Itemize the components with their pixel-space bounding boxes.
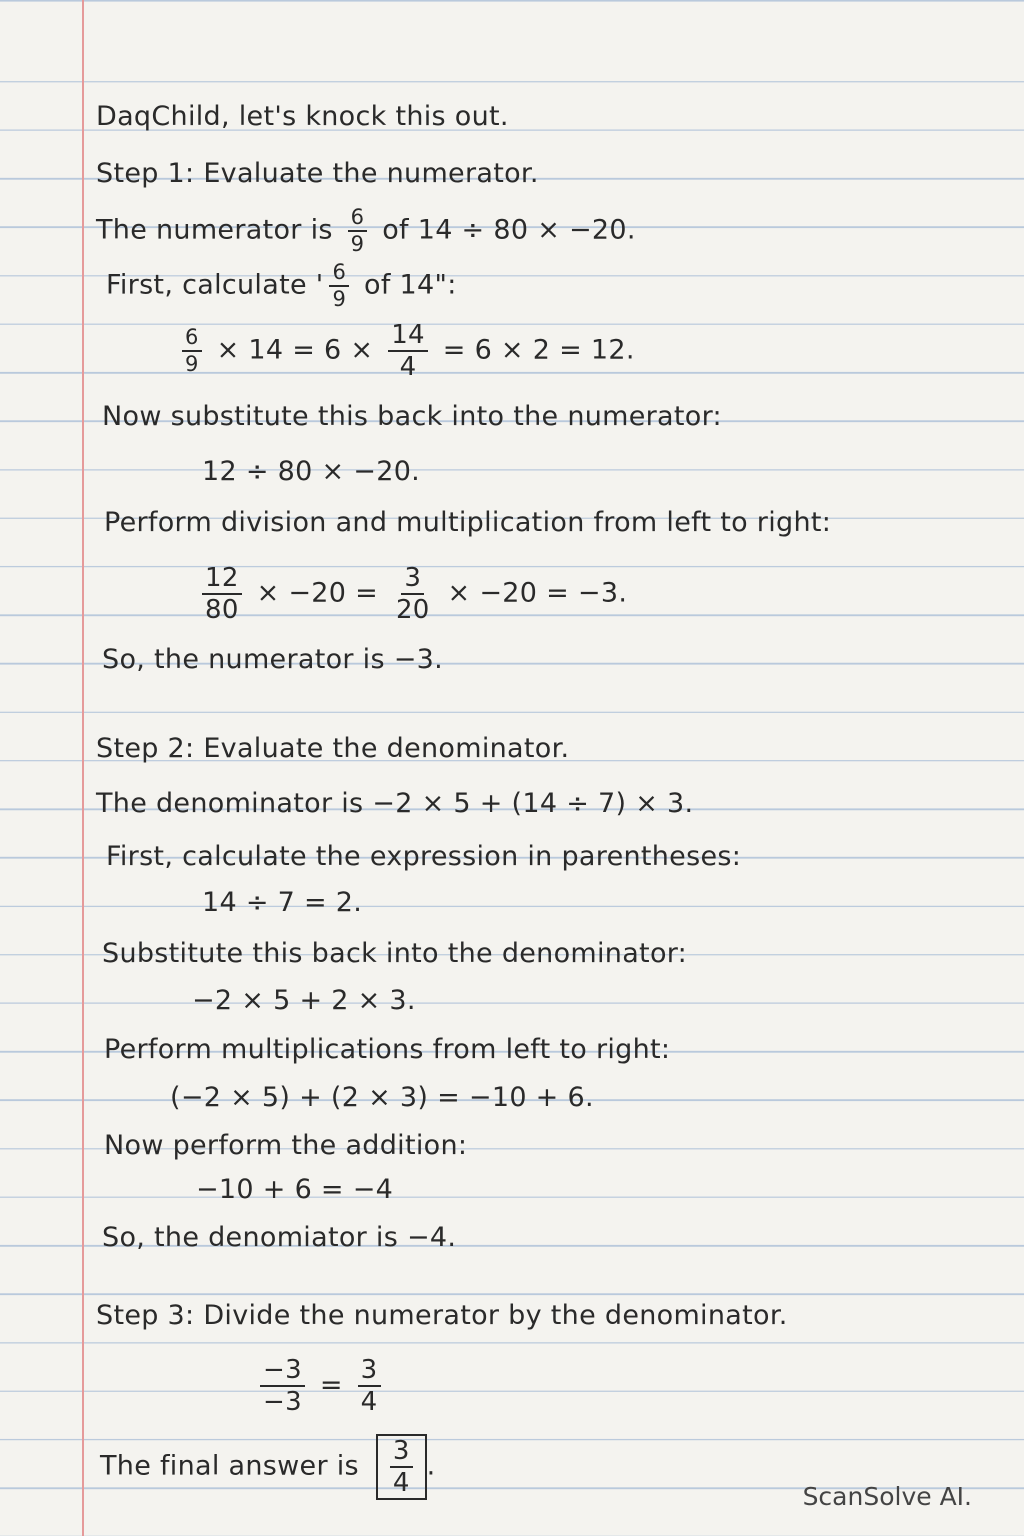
watermark: ScanSolve AI.	[802, 1482, 972, 1511]
fraction-numerator: 6	[182, 327, 202, 352]
step2-heading: Step 2: Evaluate the denominator.	[96, 733, 570, 764]
calc-line-1	[176, 322, 635, 380]
expression-1: 12 ÷ 80 × −20.	[202, 456, 421, 487]
fraction-denominator: 4	[392, 1468, 410, 1498]
fraction-denominator: 9	[350, 232, 365, 256]
first-calculate-text: First, calculate '	[106, 269, 324, 301]
numerator-intro-expr: of 14 ÷ 80 × −20.	[382, 214, 636, 246]
substitute-numerator: Now substitute this back into the numerator:	[102, 401, 722, 432]
fraction-numerator: 14	[388, 322, 428, 352]
numerator-intro-text: The numerator is	[96, 214, 333, 246]
fraction-three-twentieths	[393, 565, 433, 623]
fraction-denominator: 20	[395, 595, 430, 625]
fraction-numerator: 12	[202, 565, 242, 595]
fraction-denominator: 4	[360, 1387, 378, 1417]
multiplication-calc: (−2 × 5) + (2 × 3) = −10 + 6.	[170, 1082, 594, 1113]
perform-multiplications: Perform multiplications from left to right:	[104, 1034, 671, 1065]
first-parentheses: First, calculate the expression in parentheses:	[106, 841, 742, 872]
first-calculate-tail: of 14":	[364, 269, 457, 301]
fraction-numerator: 6	[329, 262, 349, 287]
calc-line-2-a: × −20 =	[256, 577, 379, 609]
fraction-denominator: 80	[205, 595, 239, 625]
denominator-result: So, the denomiator is −4.	[102, 1222, 457, 1253]
margin-line	[82, 0, 84, 1536]
step1-heading: Step 1: Evaluate the numerator.	[96, 158, 539, 189]
fraction-numerator: −3	[260, 1357, 305, 1387]
substitute-denominator: Substitute this back into the denominator:	[102, 938, 688, 969]
answer-box	[376, 1434, 427, 1500]
denominator-intro: The denominator is −2 × 5 + (14 ÷ 7) × 3.	[96, 788, 694, 819]
addition-calc: −10 + 6 = −4	[196, 1174, 394, 1205]
numerator-intro	[96, 207, 636, 255]
fraction-twelve-eightieths	[202, 565, 242, 623]
division-calc	[254, 1357, 387, 1415]
calc-line-2	[196, 565, 627, 623]
fraction-denominator: 4	[399, 352, 417, 382]
fraction-neg3-neg3	[260, 1357, 305, 1415]
calc-line-1-a: × 14 = 6 ×	[216, 334, 374, 366]
step3-heading: Step 3: Divide the numerator by the denominator.	[96, 1300, 788, 1331]
final-answer-text: The final answer is	[100, 1450, 359, 1482]
fraction-numerator: 3	[401, 565, 424, 595]
fraction-denominator: −3	[263, 1387, 302, 1417]
perform-addition: Now perform the addition:	[104, 1130, 468, 1161]
fraction-six-ninths	[182, 327, 202, 375]
fraction-six-ninths	[329, 262, 349, 310]
fraction-denominator: 9	[332, 287, 347, 311]
fraction-numerator: 6	[348, 207, 368, 232]
fraction-three-fourths	[390, 1438, 413, 1496]
equals-sign: =	[319, 1369, 343, 1401]
fraction-three-fourths	[358, 1357, 381, 1415]
fraction-denominator: 9	[185, 352, 199, 376]
final-answer	[100, 1434, 436, 1500]
fraction-numerator: 3	[358, 1357, 381, 1387]
calc-line-2-b: × −20 = −3.	[447, 577, 628, 609]
greeting: DaqChild, let's knock this out.	[96, 101, 509, 132]
final-period: .	[426, 1450, 436, 1482]
perform-division: Perform division and multiplication from left to right:	[104, 507, 832, 538]
expression-2: −2 × 5 + 2 × 3.	[192, 985, 416, 1016]
first-calculate	[106, 262, 457, 310]
calc-line-1-b: = 6 × 2 = 12.	[442, 334, 635, 366]
fraction-six-ninths	[348, 207, 368, 255]
fraction-numerator: 3	[390, 1438, 413, 1468]
fraction-fourteen-fourths	[388, 322, 428, 380]
numerator-result: So, the numerator is −3.	[102, 644, 444, 675]
parentheses-calc: 14 ÷ 7 = 2.	[202, 887, 363, 918]
